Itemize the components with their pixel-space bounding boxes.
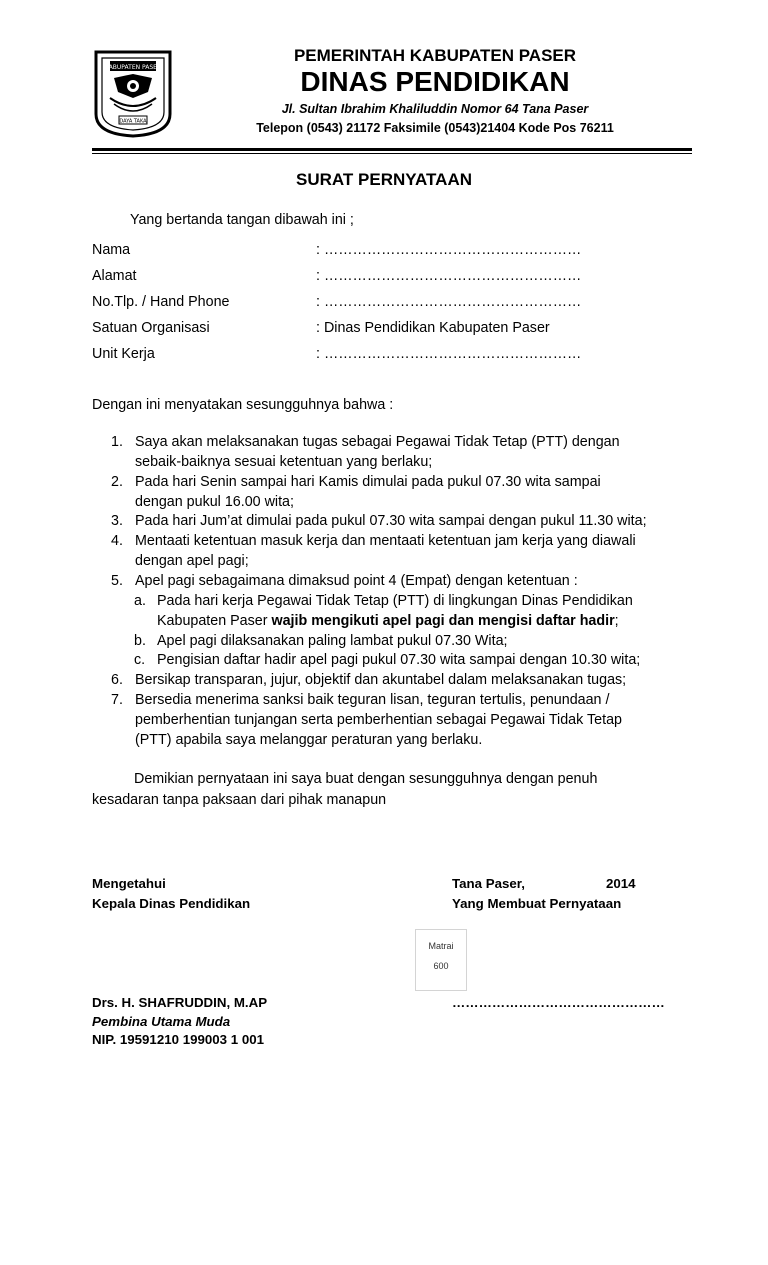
- logo-top-text: KABUPATEN PASER: [104, 64, 162, 71]
- letterhead-divider-thin: [92, 153, 692, 154]
- list-item-text: Pada hari Jum’at dimulai pada pukul 07.30 wita sampai dengan pukul 11.30 wita;: [135, 513, 647, 529]
- declarant-signature-line: …………………………………………: [452, 995, 665, 1010]
- list-item-text: (PTT) apabila saya melanggar peraturan yang berlaku.: [135, 732, 483, 748]
- official-name: Drs. H. SHAFRUDDIN, M.AP: [92, 995, 268, 1010]
- sublist-item-text: Pengisian daftar hadir apel pagi pukul 07.30 wita sampai dengan 10.30 wita;: [157, 652, 641, 668]
- stamp-value: 600: [433, 961, 449, 971]
- sublist-item-text: [157, 611, 619, 631]
- head-of-department-heading: Kepala Dinas Pendidikan: [92, 896, 251, 911]
- list-number: 5.: [111, 573, 123, 589]
- department-name: DINAS PENDIDIKAN: [300, 66, 570, 97]
- office-address: Jl. Sultan Ibrahim Khaliluddin Nomor 64 Tana Paser: [281, 102, 589, 116]
- sublist-item-end: ;: [614, 613, 619, 629]
- government-name: PEMERINTAH KABUPATEN PASER: [293, 46, 577, 65]
- list-number: 2.: [111, 474, 123, 490]
- stamp-duty-box: [415, 929, 467, 991]
- list-item-text: sebaik-baiknya sesuai ketentuan yang berlaku;: [135, 454, 433, 470]
- list-item-text: dengan pukul 16.00 wita;: [135, 494, 294, 510]
- sublist-letter: c.: [134, 652, 146, 668]
- list-item-text: Pada hari Senin sampai hari Kamis dimulai pada pukul 07.30 wita sampai: [135, 474, 601, 490]
- sublist-item-text: Apel pagi dilaksanakan paling lambat pukul 07.30 Wita;: [157, 633, 508, 649]
- list-item-text: pemberhentian tunjangan serta pemberhentian sebagai Pegawai Tidak Tetap: [135, 712, 622, 728]
- list-number: 3.: [111, 513, 123, 529]
- sublist-item-emphasis: wajib mengikuti apel pagi dan mengisi daftar hadir: [271, 613, 615, 629]
- field-value-phone: : ………………………………………………: [316, 294, 582, 310]
- sublist-letter: b.: [134, 633, 146, 649]
- field-label-work-unit: Unit Kerja: [92, 346, 155, 362]
- declarant-heading: Yang Membuat Pernyataan: [452, 896, 622, 911]
- declaration-intro: Dengan ini menyatakan sesungguhnya bahwa :: [92, 397, 394, 413]
- year-label: 2014: [606, 876, 636, 891]
- acknowledged-heading: Mengetahui: [92, 876, 166, 891]
- official-nip: NIP. 19591210 199003 1 001: [92, 1032, 265, 1047]
- field-value-name: : ………………………………………………: [316, 242, 582, 258]
- list-number: 7.: [111, 692, 123, 708]
- document-title: SURAT PERNYATAAN: [296, 170, 472, 189]
- list-item-text: Saya akan melaksanakan tugas sebagai Pegawai Tidak Tetap (PTT) dengan: [135, 434, 620, 450]
- letterhead-divider-thick: [92, 148, 692, 151]
- official-rank: Pembina Utama Muda: [92, 1014, 231, 1029]
- stamp-label: Matrai: [428, 941, 454, 951]
- closing-line-1: Demikian pernyataan ini saya buat dengan sesungguhnya dengan penuh: [134, 771, 598, 787]
- list-number: 4.: [111, 533, 123, 549]
- intro-text: Yang bertanda tangan dibawah ini ;: [130, 212, 354, 228]
- logo-bottom-text: DAYA TAKA: [119, 118, 147, 125]
- closing-line-2: kesadaran tanpa paksaan dari pihak manapun: [92, 792, 387, 808]
- field-value-organization: : Dinas Pendidikan Kabupaten Paser: [316, 320, 550, 336]
- list-item-text: Mentaati ketentuan masuk kerja dan mentaati ketentuan jam kerja yang diawali: [135, 533, 636, 549]
- place-label: Tana Paser,: [452, 876, 525, 891]
- office-contact: Telepon (0543) 21172 Faksimile (0543)21404 Kode Pos 76211: [256, 121, 614, 135]
- list-item-text: dengan apel pagi;: [135, 553, 249, 569]
- sublist-letter: a.: [134, 593, 146, 609]
- field-value-address: : ………………………………………………: [316, 268, 582, 284]
- list-item-text: Bersikap transparan, jujur, objektif dan akuntabel dalam melaksanakan tugas;: [135, 672, 627, 688]
- sublist-item-text: Pada hari kerja Pegawai Tidak Tetap (PTT) di lingkungan Dinas Pendidikan: [157, 593, 633, 609]
- field-label-name: Nama: [92, 242, 131, 258]
- field-label-address: Alamat: [92, 268, 137, 284]
- sublist-item-plain: Kabupaten Paser: [157, 613, 272, 629]
- list-number: 1.: [111, 434, 123, 450]
- regency-logo: [92, 48, 174, 138]
- list-number: 6.: [111, 672, 123, 688]
- field-label-phone: No.Tlp. / Hand Phone: [92, 294, 230, 310]
- field-value-work-unit: : ………………………………………………: [316, 346, 582, 362]
- field-label-organization: Satuan Organisasi: [92, 320, 210, 336]
- list-item-text: Apel pagi sebagaimana dimaksud point 4 (Empat) dengan ketentuan :: [135, 573, 578, 589]
- list-item-text: Bersedia menerima sanksi baik teguran lisan, teguran tertulis, penundaan /: [135, 692, 610, 708]
